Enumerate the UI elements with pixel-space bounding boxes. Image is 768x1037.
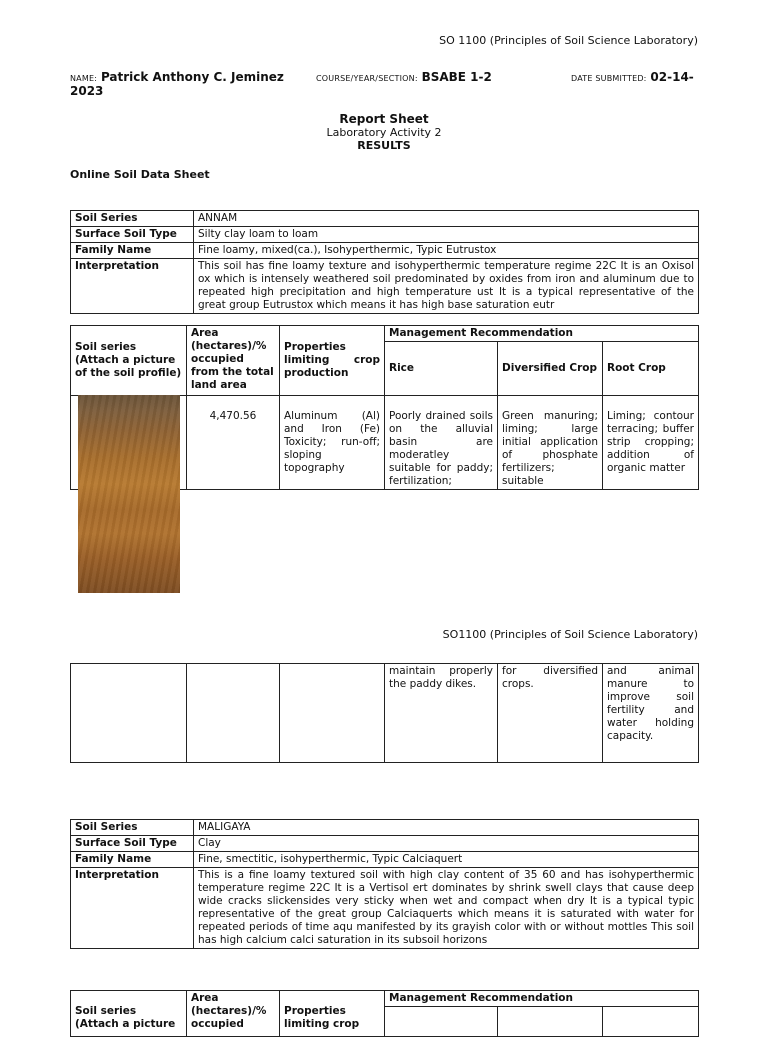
root-continued: and animal manure to improve soil fertility and water holding capacity. <box>603 664 699 763</box>
col-soil-series <box>71 991 187 1037</box>
rice-continued: maintain properly the paddy dikes. <box>385 664 498 763</box>
surface-soil-type-value: Silty clay loam to loam <box>194 227 699 243</box>
col-properties: Properties limiting crop production <box>280 326 385 396</box>
col-soil-series-line2: (Attach a picture <box>75 1018 176 1030</box>
col-soil-series-line1: Soil series <box>75 1005 137 1017</box>
table-row <box>71 227 699 243</box>
date-field <box>571 70 694 84</box>
continued-area-cell <box>187 664 280 763</box>
col-management: Management Recommendation <box>385 326 699 342</box>
continued-properties-cell <box>280 664 385 763</box>
soil-series-value: MALIGAYA <box>194 820 699 836</box>
table-row <box>71 868 699 949</box>
management-table-2 <box>70 990 699 1037</box>
col-diversified: Diversified Crop <box>498 342 603 396</box>
name-label: NAME: <box>70 74 98 83</box>
table-row <box>71 664 699 763</box>
col-rice-empty <box>385 1007 498 1037</box>
table-header-row <box>71 326 699 342</box>
soil2-data-table <box>70 819 699 949</box>
interpretation-label: Interpretation <box>71 259 194 314</box>
col-soil-series: Soil series (Attach a picture of the soil profile) <box>71 326 187 396</box>
interpretation-value: This is a fine loamy textured soil with high clay content of 35 60 and has isohyperthermic temperature regime 22C It is a Vertisol ert dominates by shrink swell clays that cause deep wide cracks slickensides very sticky when wet and compact when dry It is a typical typic representative of the great group Calciaquerts which means it is saturated with water for repeated periods of time aqu manifested by its grayish color with or without mottles This soil has high calcium calci saturation in its subsoil horizons <box>194 868 699 949</box>
surface-soil-type-label: Surface Soil Type <box>71 836 194 852</box>
family-name-label: Family Name <box>71 852 194 868</box>
course-value: BSABE 1-2 <box>421 70 492 84</box>
table-row <box>71 852 699 868</box>
col-management: Management Recommendation <box>385 991 699 1007</box>
date-label: DATE SUBMITTED: <box>571 74 647 83</box>
date-value: 02-14- <box>650 70 694 84</box>
course-title-page2: SO1100 (Principles of Soil Science Laboratory) <box>442 628 698 641</box>
table-row <box>71 259 699 314</box>
soil-series-label: Soil Series <box>71 820 194 836</box>
soil-series-label: Soil Series <box>71 211 194 227</box>
col-properties-line2: limiting crop <box>284 1018 360 1030</box>
table-row <box>71 211 699 227</box>
management-table-continued <box>70 663 699 763</box>
report-subtitle: Laboratory Activity 2 <box>326 126 442 139</box>
interpretation-value: This soil has fine loamy texture and isohyperthermic temperature regime 22C It is an Oxisol ox which is intensely weathered soil predominated by oxides from iron and aluminum due to repeated high precipitation and high temperature ust It is a typical representative of the great group Eutrustox which means it has high base saturation eutr <box>194 259 699 314</box>
col-area: Area (hectares)/% occupied from the total land area <box>187 326 280 396</box>
col-rice: Rice <box>385 342 498 396</box>
family-name-value: Fine, smectitic, isohyperthermic, Typic Calciaquert <box>194 852 699 868</box>
col-area-line1: Area (hectares)/% <box>191 992 267 1017</box>
table-row <box>71 243 699 259</box>
area-value: 4,470.56 <box>187 396 280 490</box>
family-name-value: Fine loamy, mixed(ca.), Isohyperthermic, Typic Eutrustox <box>194 243 699 259</box>
report-title: Report Sheet <box>339 112 429 126</box>
table-header-row <box>71 991 699 1007</box>
col-diversified-empty <box>498 1007 603 1037</box>
interpretation-label: Interpretation <box>71 868 194 949</box>
section-heading: Online Soil Data Sheet <box>70 168 210 181</box>
col-properties <box>280 991 385 1037</box>
surface-soil-type-label: Surface Soil Type <box>71 227 194 243</box>
results-heading: RESULTS <box>357 139 411 152</box>
diversified-continued: for diversified crops. <box>498 664 603 763</box>
col-area-line2: occupied <box>191 1018 244 1030</box>
col-area <box>187 991 280 1037</box>
course-field <box>316 70 492 84</box>
rice-value: Poorly drained soils on the alluvial basin are moderatley suitable for paddy; fertilization; <box>385 396 498 490</box>
properties-value: Aluminum (Al) and Iron (Fe) Toxicity; run-off; sloping topography <box>280 396 385 490</box>
col-root: Root Crop <box>603 342 699 396</box>
continued-soil-cell <box>71 664 187 763</box>
date-year: 2023 <box>70 84 104 98</box>
diversified-value: Green manuring; liming; large initial application of phosphate fertilizers; suitable <box>498 396 603 490</box>
surface-soil-type-value: Clay <box>194 836 699 852</box>
name-field <box>70 70 284 84</box>
family-name-label: Family Name <box>71 243 194 259</box>
col-root-empty <box>603 1007 699 1037</box>
soil-series-value: ANNAM <box>194 211 699 227</box>
name-value: Patrick Anthony C. Jeminez <box>100 70 284 84</box>
soil-profile-image <box>78 395 180 593</box>
table-row <box>71 836 699 852</box>
root-value: Liming; contour terracing; buffer strip cropping; addition of organic matter <box>603 396 699 490</box>
soil1-data-table <box>70 210 699 314</box>
col-properties-line1: Properties <box>284 1005 346 1017</box>
course-title: SO 1100 (Principles of Soil Science Laboratory) <box>439 34 698 47</box>
course-label: COURSE/YEAR/SECTION: <box>316 74 418 83</box>
table-row <box>71 820 699 836</box>
